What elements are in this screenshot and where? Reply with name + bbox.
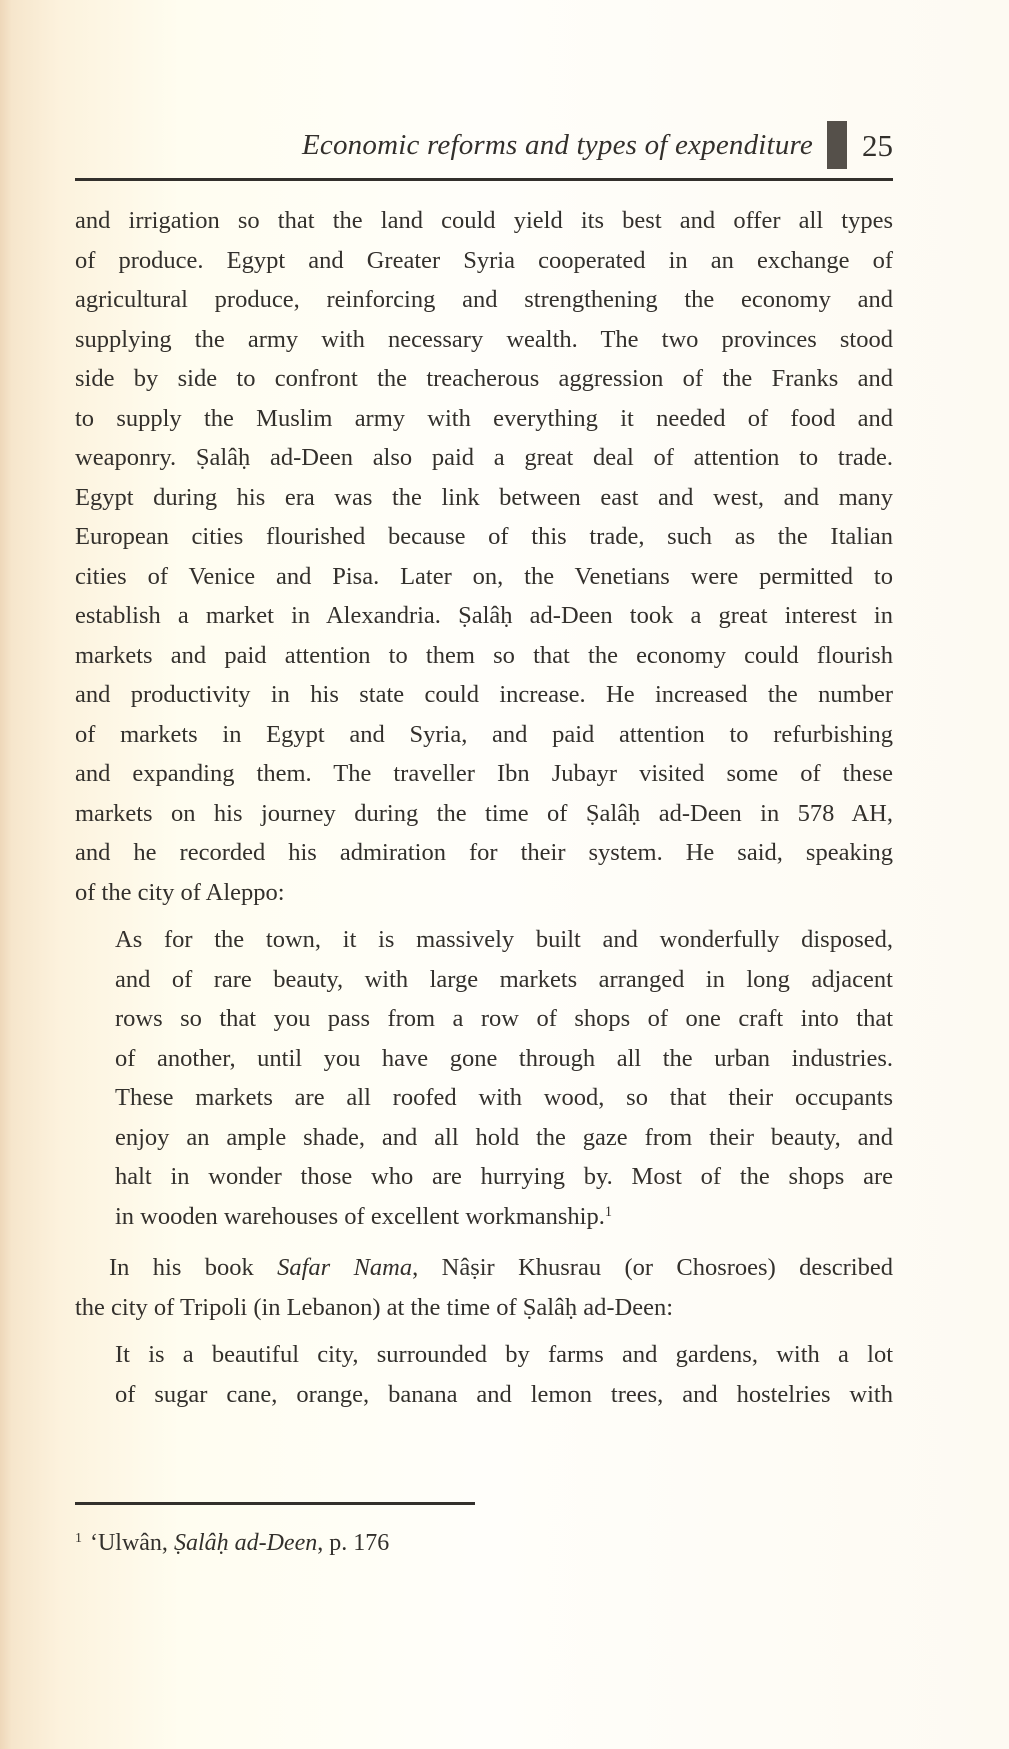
text-segment: and of rare beauty, with large markets arranged in long adjacent	[115, 965, 893, 993]
text-line	[75, 1288, 893, 1328]
text-line	[75, 438, 893, 478]
text-line	[115, 1197, 893, 1241]
text-line	[115, 1118, 893, 1158]
text-segment: markets and paid attention to them so that the economy could flourish	[75, 641, 893, 669]
text-line	[75, 754, 893, 794]
text-segment: establish a market in Alexandria. Ṣalâḥ ad-Deen took a great interest in	[75, 602, 893, 629]
text-segment: and productivity in his state could increase. He increased the number	[75, 681, 893, 708]
text-segment: , p. 176	[317, 1530, 390, 1556]
text-segment: agricultural produce, reinforcing and strengthening the economy and	[75, 286, 893, 313]
text-segment: ‘Ulwân,	[83, 1530, 174, 1556]
text-line	[75, 596, 893, 636]
footnote-rule	[75, 1502, 475, 1505]
text-segment: Egypt during his era was the link between east and west, and many	[75, 483, 893, 511]
text-line	[75, 320, 893, 360]
footnote-marker: 1	[604, 1203, 612, 1220]
text-line	[115, 999, 893, 1039]
text-segment: halt in wonder those who are hurrying by. Most of the shops are	[115, 1163, 893, 1190]
text-line	[115, 1078, 893, 1118]
text-segment: supplying the army with necessary wealth. The two provinces stood	[75, 325, 893, 353]
text-line	[75, 873, 893, 913]
text-line	[75, 1248, 893, 1288]
text-segment: in wooden warehouses of excellent workmanship.	[115, 1202, 605, 1230]
text-line	[75, 399, 893, 439]
text-segment: These markets are all roofed with wood, so that their occupants	[115, 1084, 893, 1111]
text-segment: of markets in Egypt and Syria, and paid attention to refurbishing	[75, 720, 893, 748]
text-line	[75, 675, 893, 715]
text-line	[75, 1525, 893, 1565]
text-segment: As for the town, it is massively built and wonderfully disposed,	[115, 926, 893, 953]
text-segment: cities of Venice and Pisa. Later on, the Venetians were permitted to	[75, 562, 893, 590]
text-segment: of produce. Egypt and Greater Syria cooperated in an exchange of	[75, 246, 893, 274]
text-line	[75, 557, 893, 597]
running-header	[75, 118, 893, 172]
text-segment: and irrigation so that the land could yield its best and offer all types	[75, 207, 893, 234]
text-line	[75, 478, 893, 518]
page-number: 25	[862, 127, 893, 163]
text-segment: weaponry. Ṣalâḥ ad-Deen also paid a great deal of attention to trade.	[75, 444, 893, 471]
text-segment: , Nâṣir Khusrau (or Chosroes) described	[412, 1254, 893, 1281]
text-line	[75, 715, 893, 755]
text-line	[75, 636, 893, 676]
text-line	[75, 201, 893, 241]
text-segment: rows so that you pass from a row of shops of one craft into that	[115, 1005, 893, 1032]
footnote	[75, 1525, 893, 1565]
text-line	[115, 1335, 893, 1375]
text-segment: to supply the Muslim army with everything it needed of food and	[75, 404, 893, 432]
text-line	[75, 794, 893, 834]
running-header-title: Economic reforms and types of expenditure	[301, 128, 813, 161]
blockquote-tripoli	[115, 1335, 893, 1414]
text-segment: and he recorded his admiration for their system. He said, speaking	[75, 839, 893, 866]
text-line	[115, 960, 893, 1000]
blockquote-aleppo	[115, 920, 893, 1240]
text-segment: markets on his journey during the time of Ṣalâḥ ad-Deen in 578 AH,	[75, 799, 893, 827]
text-segment: European cities flourished because of this trade, such as the Italian	[75, 523, 893, 550]
text-segment: the city of Tripoli (in Lebanon) at the time of Ṣalâḥ ad-Deen:	[75, 1293, 674, 1321]
footnote-marker: 1	[75, 1531, 82, 1547]
header-divider-bar	[827, 121, 847, 169]
body-paragraph-1	[75, 201, 893, 912]
text-segment: Ṣalâḥ ad-Deen	[173, 1530, 318, 1556]
text-segment: side by side to confront the treacherous aggression of the Franks and	[75, 365, 893, 392]
text-segment: and expanding them. The traveller Ibn Jubayr visited some of these	[75, 760, 893, 787]
text-segment: of sugar cane, orange, banana and lemon trees, and hostelries with	[115, 1380, 893, 1408]
text-line	[75, 241, 893, 281]
text-segment: It is a beautiful city, surrounded by farms and gardens, with a lot	[115, 1341, 893, 1368]
book-page	[0, 118, 1009, 1749]
text-segment: Safar Nama	[277, 1254, 413, 1281]
text-line	[115, 1375, 893, 1415]
body-paragraph-2	[75, 1248, 893, 1327]
text-line	[75, 359, 893, 399]
text-segment: of another, until you have gone through all the urban industries.	[115, 1044, 893, 1072]
text-line	[115, 1157, 893, 1197]
text-line	[115, 1039, 893, 1079]
text-segment: enjoy an ample shade, and all hold the gaze from their beauty, and	[115, 1123, 893, 1151]
text-line	[75, 517, 893, 557]
text-segment: In his book	[109, 1254, 278, 1281]
text-line	[115, 920, 893, 960]
text-segment: of the city of Aleppo:	[75, 878, 285, 906]
text-line	[75, 280, 893, 320]
text-line	[75, 833, 893, 873]
header-rule	[75, 178, 893, 181]
